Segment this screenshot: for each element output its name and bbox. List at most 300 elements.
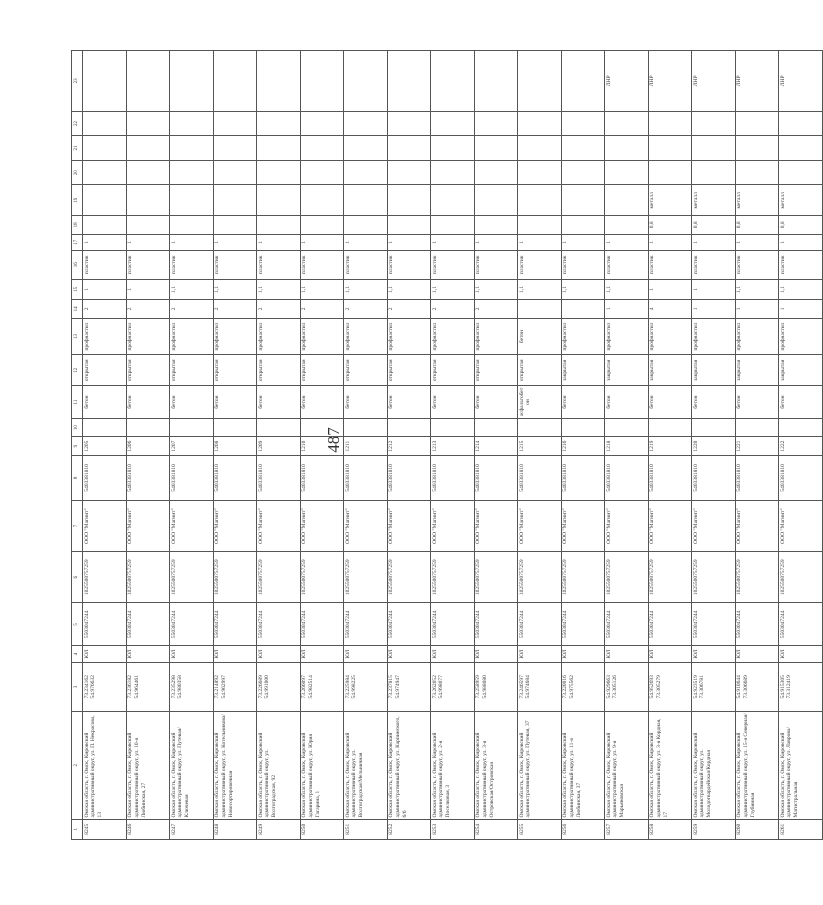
column-header: 22	[72, 111, 83, 136]
table-cell: ООО "Магнит"	[431, 500, 475, 551]
table-cell: ООО "Магнит"	[561, 500, 605, 551]
table-cell	[257, 136, 301, 161]
row-number-cell: 8257	[605, 819, 649, 839]
table-cell	[474, 185, 518, 216]
table-cell: 73.226689 54.991000	[257, 662, 301, 711]
table-cell: пластик	[735, 250, 779, 279]
table-cell: 73.235298 54.980358	[170, 662, 214, 711]
table-cell: 1	[83, 234, 127, 250]
table-cell: 1,1	[213, 279, 257, 299]
table-cell: 1025500757259	[300, 552, 344, 603]
table-cell	[561, 418, 605, 436]
table-cell: бетон	[735, 386, 779, 419]
table-cell: профнастил	[648, 318, 692, 355]
table-cell: 1,1	[170, 279, 214, 299]
table-cell: ЮЛ	[648, 646, 692, 662]
table-cell	[344, 111, 388, 136]
table-cell	[387, 418, 431, 436]
table-cell: бетон	[344, 386, 388, 419]
table-row	[735, 51, 779, 840]
table-cell: 1025500757259	[692, 552, 736, 603]
table-cell	[257, 160, 301, 185]
table-cell: ЛНР	[692, 51, 736, 112]
table-cell	[170, 216, 214, 234]
page-number: 487	[324, 427, 343, 453]
table-cell	[561, 300, 605, 318]
column-header: 21	[72, 136, 83, 161]
table-cell: 1220	[692, 437, 736, 455]
table-cell: 5503047244	[779, 603, 823, 646]
table-cell: 1	[126, 234, 170, 250]
column-header: 12	[72, 355, 83, 386]
table-cell: закрытая	[561, 355, 605, 386]
table-cell	[648, 111, 692, 136]
table-cell	[735, 160, 779, 185]
table-cell: бетон	[126, 386, 170, 419]
table-cell: ООО "Магнит"	[605, 500, 649, 551]
table-cell	[431, 160, 475, 185]
table-cell	[387, 51, 431, 112]
table-cell: бетон	[518, 318, 562, 355]
table-cell: 5403381810	[735, 455, 779, 500]
table-cell	[518, 185, 562, 216]
table-cell: 73.214892 54.962997	[213, 662, 257, 711]
table-cell	[735, 111, 779, 136]
table-cell: ООО "Магнит"	[170, 500, 214, 551]
table-cell: 1	[518, 234, 562, 250]
table-cell: 1	[648, 234, 692, 250]
table-cell: 2	[213, 300, 257, 318]
table-cell	[692, 136, 736, 161]
table-cell: ЮЛ	[344, 646, 388, 662]
table-cell: 1025500757259	[518, 552, 562, 603]
table-cell	[474, 111, 518, 136]
table-cell: 5403381810	[213, 455, 257, 500]
column-header: 6	[72, 552, 83, 603]
table-cell: 5503047244	[387, 603, 431, 646]
table-cell: ООО "Магнит"	[474, 500, 518, 551]
table-cell	[300, 185, 344, 216]
table-cell: закрытая	[648, 355, 692, 386]
table-cell: 1	[692, 234, 736, 250]
table-cell: 5503047244	[605, 603, 649, 646]
table-cell: 1,1	[300, 279, 344, 299]
table-cell: закрытая	[692, 355, 736, 386]
table-cell	[344, 51, 388, 112]
table-cell: 2	[126, 300, 170, 318]
table-cell	[735, 418, 779, 436]
table-cell: 5403381810	[387, 455, 431, 500]
column-header: 23	[72, 51, 83, 112]
table-cell: пластик	[170, 250, 214, 279]
table-cell: 5503047244	[126, 603, 170, 646]
table-row	[257, 51, 301, 840]
table-cell: 1,1	[561, 279, 605, 299]
table-cell: асфальтобетон	[518, 386, 562, 419]
column-header: 9	[72, 437, 83, 455]
table-cell: 5403381810	[83, 455, 127, 500]
table-cell: 1206	[126, 437, 170, 455]
table-cell: 2	[83, 300, 127, 318]
table-cell	[126, 418, 170, 436]
table-cell	[300, 216, 344, 234]
table-cell: 5403381810	[474, 455, 518, 500]
table-cell: 1,1	[344, 279, 388, 299]
table-cell	[431, 216, 475, 234]
table-cell: 1,1	[605, 279, 649, 299]
table-cell: ЮЛ	[518, 646, 562, 662]
table-cell: 5403381810	[518, 455, 562, 500]
address-cell: Омская область, г. Омск, Кировский административный округ, ул. Юрия Гагарина, 1	[300, 711, 344, 819]
row-number-cell: 8255	[518, 819, 562, 839]
table-cell: 5503047244	[213, 603, 257, 646]
table-cell	[692, 111, 736, 136]
table-cell: профнастил	[692, 318, 736, 355]
table-cell	[561, 136, 605, 161]
address-cell: Омская область, г. Омск, Кировский административный округ, ул. Путевая, 37	[518, 711, 562, 819]
table-cell	[561, 185, 605, 216]
table-cell: профнастил	[735, 318, 779, 355]
table-cell: 1	[605, 300, 649, 318]
table-cell: 5503047244	[344, 603, 388, 646]
table-cell: 1025500757259	[170, 552, 214, 603]
table-cell: 1025500757259	[257, 552, 301, 603]
table-cell: ЮЛ	[170, 646, 214, 662]
table-cell	[474, 216, 518, 234]
table-cell	[518, 111, 562, 136]
table-cell: ЮЛ	[83, 646, 127, 662]
table-cell: закрытая	[779, 355, 823, 386]
table-cell: 1,1	[779, 279, 823, 299]
row-number-cell: 8247	[170, 819, 214, 839]
table-cell: 0,8	[648, 216, 692, 234]
table-row	[170, 51, 214, 840]
table-cell	[126, 185, 170, 216]
table-cell	[692, 418, 736, 436]
table-cell	[213, 111, 257, 136]
address-cell: Омская область, г. Омск, Кировский административный округ, ул. Лаврова/Магистральная	[779, 711, 823, 819]
table-cell: 5403381810	[561, 455, 605, 500]
row-number-cell: 8252	[387, 819, 431, 839]
table-cell	[779, 418, 823, 436]
table-cell: 1,1	[474, 279, 518, 299]
table-cell: 2	[344, 300, 388, 318]
registry-table	[71, 50, 823, 840]
column-header: 13	[72, 318, 83, 355]
table-cell: ООО "Магнит"	[735, 500, 779, 551]
column-header: 18	[72, 216, 83, 234]
table-body	[83, 51, 823, 840]
table-cell: 5503047244	[474, 603, 518, 646]
table-cell: 1,1	[518, 279, 562, 299]
table-cell: 1	[692, 279, 736, 299]
table-cell: профнастил	[83, 318, 127, 355]
table-cell: ООО "Магнит"	[779, 500, 823, 551]
column-header: 16	[72, 250, 83, 279]
table-row	[83, 51, 127, 840]
table-cell: пластик	[561, 250, 605, 279]
address-cell: Омская область, г. Омск, Кировский административный округ, ул. 3-я Островская/Островская	[474, 711, 518, 819]
table-cell: ЮЛ	[213, 646, 257, 662]
table-cell	[257, 185, 301, 216]
table-cell	[83, 418, 127, 436]
table-cell	[779, 136, 823, 161]
table-cell	[474, 51, 518, 112]
table-cell: 5403381810	[779, 455, 823, 500]
table-row	[344, 51, 388, 840]
table-cell: 5503047244	[257, 603, 301, 646]
table-cell: открытая	[387, 355, 431, 386]
table-cell	[474, 160, 518, 185]
table-cell: 73.262052 54.998077	[431, 662, 475, 711]
table-cell	[605, 160, 649, 185]
table-cell	[518, 418, 562, 436]
row-number-cell: 8248	[213, 819, 257, 839]
table-cell: 5503047244	[300, 603, 344, 646]
table-row	[648, 51, 692, 840]
table-cell: 1025500757259	[648, 552, 692, 603]
table-cell: профнастил	[170, 318, 214, 355]
column-header: 20	[72, 160, 83, 185]
table-cell	[431, 51, 475, 112]
table-cell: открытая	[213, 355, 257, 386]
table-row	[213, 51, 257, 840]
table-cell: 0,8	[779, 216, 823, 234]
table-cell	[605, 418, 649, 436]
table-cell: 73.237815 54.974947	[387, 662, 431, 711]
table-cell: пластик	[300, 250, 344, 279]
table-cell: открытая	[431, 355, 475, 386]
table-cell: бетон	[779, 386, 823, 419]
table-cell: 1	[300, 234, 344, 250]
column-header: 15	[72, 279, 83, 299]
table-cell	[474, 136, 518, 161]
address-cell: Омская область, г. Омск, Кировский административный округ, ул. 10-я Любинская, 27	[126, 711, 170, 819]
table-cell	[387, 111, 431, 136]
table-cell: профнастил	[779, 318, 823, 355]
table-cell: ЮЛ	[779, 646, 823, 662]
row-number-cell: 8249	[257, 819, 301, 839]
table-cell: 5503047244	[561, 603, 605, 646]
table-cell: 1212	[387, 437, 431, 455]
table-cell: 1211	[344, 437, 388, 455]
table-cell: 1	[735, 300, 779, 318]
table-cell: 5403381810	[692, 455, 736, 500]
table-cell: 1208	[213, 437, 257, 455]
row-number-cell: 8246	[126, 819, 170, 839]
table-cell: пластик	[779, 250, 823, 279]
table-cell	[170, 51, 214, 112]
table-cell: 5503047244	[692, 603, 736, 646]
table-cell	[213, 136, 257, 161]
table-cell: 73.246597 54.974684	[518, 662, 562, 711]
table-cell: 5403381810	[605, 455, 649, 500]
table-cell	[561, 216, 605, 234]
table-cell: ООО "Магнит"	[344, 500, 388, 551]
table-cell: пластик	[83, 250, 127, 279]
table-cell: 2	[300, 300, 344, 318]
table-cell: ООО "Магнит"	[257, 500, 301, 551]
table-cell	[83, 111, 127, 136]
table-cell: профнастил	[605, 318, 649, 355]
table-cell: профнастил	[474, 318, 518, 355]
table-cell	[213, 418, 257, 436]
table-cell: ЮЛ	[561, 646, 605, 662]
table-cell: 1209	[257, 437, 301, 455]
table-cell: ООО "Магнит"	[213, 500, 257, 551]
table-cell	[83, 216, 127, 234]
table-cell: 54.915305 73.312419	[779, 662, 823, 711]
row-number-cell: 8258	[648, 819, 692, 839]
table-cell: ЛНР	[605, 51, 649, 112]
table-cell: 1	[474, 234, 518, 250]
table-cell: 1216	[561, 437, 605, 455]
table-row	[692, 51, 736, 840]
table-cell: ЛНР	[735, 51, 779, 112]
column-header: 17	[72, 234, 83, 250]
table-cell: ЛНР	[648, 51, 692, 112]
table-cell	[561, 51, 605, 112]
table-cell: ООО "Магнит"	[126, 500, 170, 551]
table-row	[300, 51, 344, 840]
table-cell	[648, 136, 692, 161]
table-cell	[257, 216, 301, 234]
table-cell: 73.234162 54.976632	[83, 662, 127, 711]
table-cell	[518, 51, 562, 112]
table-cell	[387, 160, 431, 185]
table-cell	[692, 160, 736, 185]
table-cell: бетон	[83, 386, 127, 419]
table-cell: 1025500757259	[431, 552, 475, 603]
table-cell: металл	[648, 185, 692, 216]
table-cell: 1221	[735, 437, 779, 455]
address-cell: Омская область, г. Омск, Кировский административный округ, ул. 2-я Поселковая, 3	[431, 711, 475, 819]
row-number-cell: 8254	[474, 819, 518, 839]
table-cell	[518, 160, 562, 185]
address-cell: Омская область, г. Омск, Кировский административный округ, ул. Волгоградская/Мельничная	[344, 711, 388, 819]
table-cell: ЮЛ	[431, 646, 475, 662]
row-number-cell: 8256	[561, 819, 605, 839]
table-cell	[605, 216, 649, 234]
table-cell: 1025500757259	[779, 552, 823, 603]
table-cell: 54.952693 73.305279	[648, 662, 692, 711]
table-cell: ЮЛ	[257, 646, 301, 662]
table-cell: 1	[344, 234, 388, 250]
table-cell: 1	[605, 234, 649, 250]
table-cell	[387, 136, 431, 161]
table-cell	[126, 216, 170, 234]
table-cell: пластик	[605, 250, 649, 279]
row-number-cell: 8251	[344, 819, 388, 839]
table-cell: открытая	[126, 355, 170, 386]
table-cell: пластик	[126, 250, 170, 279]
table-row	[561, 51, 605, 840]
table-cell	[83, 185, 127, 216]
table-cell: 5403381810	[257, 455, 301, 500]
table-cell: 5503047244	[518, 603, 562, 646]
table-cell: ООО "Магнит"	[387, 500, 431, 551]
table-cell: ООО "Магнит"	[518, 500, 562, 551]
column-header: 14	[72, 300, 83, 318]
table-row	[605, 51, 649, 840]
table-cell	[170, 160, 214, 185]
row-number-cell: 8250	[300, 819, 344, 839]
table-cell	[213, 51, 257, 112]
table-row	[431, 51, 475, 840]
table-cell: 1025500757259	[735, 552, 779, 603]
table-cell: 5503047244	[648, 603, 692, 646]
address-cell: Омская область, г. Омск, Кировский административный округ, ул. П. Некрасова, 13	[83, 711, 127, 819]
table-cell	[518, 300, 562, 318]
table-cell: 5403381810	[648, 455, 692, 500]
table-cell: бетон	[170, 386, 214, 419]
table-cell: 1	[692, 300, 736, 318]
table-cell: ООО "Магнит"	[692, 500, 736, 551]
table-cell: ЮЛ	[605, 646, 649, 662]
table-cell	[648, 160, 692, 185]
table-cell	[344, 216, 388, 234]
table-cell: 1214	[474, 437, 518, 455]
table-cell: 2	[474, 300, 518, 318]
table-cell	[344, 418, 388, 436]
table-cell	[83, 160, 127, 185]
table-cell	[431, 185, 475, 216]
table-cell: бетон	[648, 386, 692, 419]
table-cell: пластик	[213, 250, 257, 279]
table-cell: 1	[779, 234, 823, 250]
address-cell: Омская область, г. Омск, Кировский административный округ, ул. 15-я Северная/Глубинная	[735, 711, 779, 819]
table-cell: 1	[648, 279, 692, 299]
table-cell: 1207	[170, 437, 214, 455]
table-cell: 1222	[779, 437, 823, 455]
table-cell: бетон	[387, 386, 431, 419]
column-header: 19	[72, 185, 83, 216]
table-cell: открытая	[257, 355, 301, 386]
table-cell: профнастил	[257, 318, 301, 355]
table-cell: 54.910644 73.306689	[735, 662, 779, 711]
table-cell: 5403381810	[170, 455, 214, 500]
table-cell: 4	[648, 300, 692, 318]
column-header: 5	[72, 603, 83, 646]
table-cell: открытая	[344, 355, 388, 386]
table-cell: 1	[83, 279, 127, 299]
row-number-cell: 8260	[735, 819, 779, 839]
table-cell: открытая	[474, 355, 518, 386]
table-cell: 1	[779, 300, 823, 318]
column-header: 4	[72, 646, 83, 662]
table-cell: открытая	[83, 355, 127, 386]
table-cell: ООО "Магнит"	[648, 500, 692, 551]
table-row	[474, 51, 518, 840]
header-row	[72, 51, 83, 840]
table-cell: 1,1	[735, 279, 779, 299]
table-cell	[126, 136, 170, 161]
registry-table-wrapper	[71, 50, 823, 840]
table-cell: 1219	[648, 437, 692, 455]
table-cell: 2	[257, 300, 301, 318]
table-cell: 1025500757259	[344, 552, 388, 603]
table-cell	[605, 111, 649, 136]
table-cell: 73.258959 54.988080	[474, 662, 518, 711]
table-cell	[257, 51, 301, 112]
address-cell: Омская область, г. Омск, Кировский административный округ, ул. Карпинского, 6/6	[387, 711, 431, 819]
table-cell	[213, 216, 257, 234]
table-cell: пластик	[344, 250, 388, 279]
address-cell: Омская область, г. Омск, Кировский административный округ, ул. Путевая/Ключевая	[170, 711, 214, 819]
table-cell: бетон	[692, 386, 736, 419]
table-cell: 5403381810	[300, 455, 344, 500]
table-cell: пластик	[518, 250, 562, 279]
